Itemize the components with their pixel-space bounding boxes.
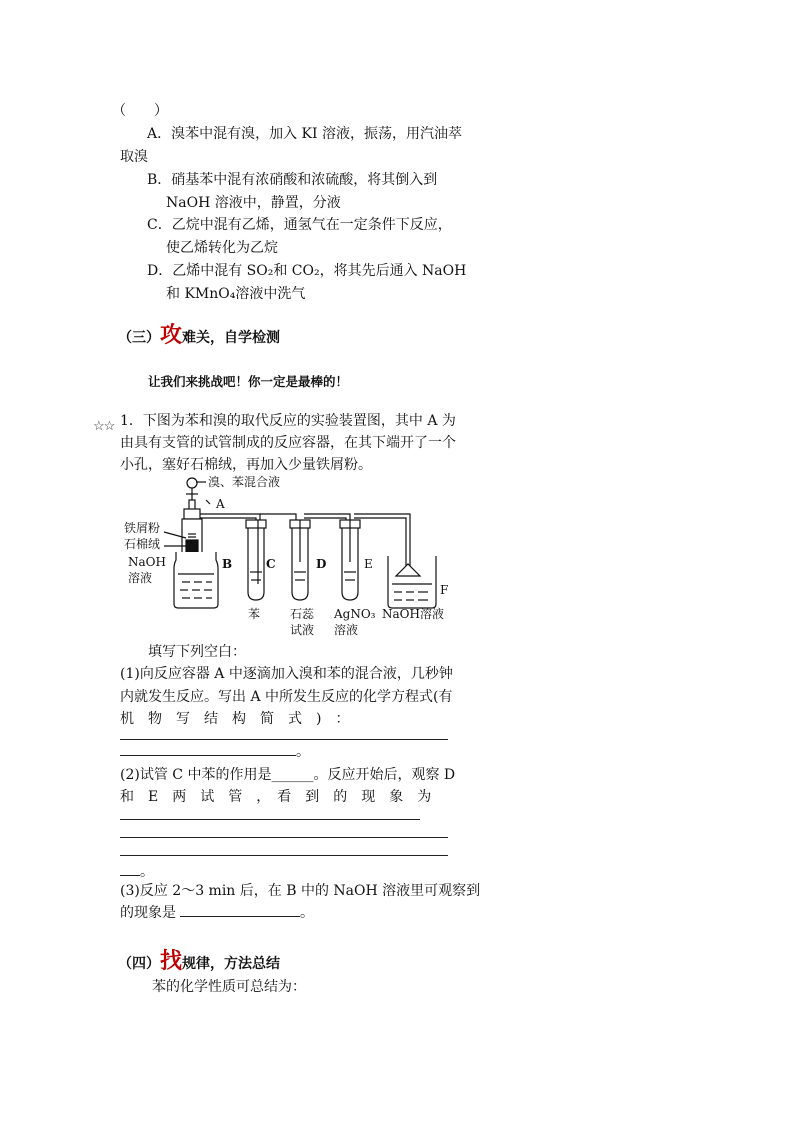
q2-answer-line-3[interactable] [120,855,448,856]
q3-line1: (3)反应 2～3 min 后，在 B 中的 NaOH 溶液里可观察到 [120,883,481,899]
label-litmus-1: 石蕊 [290,607,315,621]
section3-rest: 难关，自学检测 [182,330,281,346]
label-mix: 溴、苯混合液 [208,475,281,489]
section4-big-char: 找 [160,948,183,974]
problem1-line1: 1．下图为苯和溴的取代反应的实验装置图，其中 A 为 [120,413,456,429]
q3-end: 。 [300,905,314,921]
answer-paren: （ ） [112,103,168,119]
test-tube-D [290,520,310,600]
q2-answer-line-1[interactable] [120,819,420,820]
q3-line2-pre: 的现象是 [120,905,176,921]
problem1-line2: 由具有支管的试管制成的反应容器，在其下端开了一个 [120,435,456,451]
flask-B [174,552,218,608]
label-A: A [216,497,225,511]
label-litmus-2: 试液 [290,623,315,637]
test-tube-E [340,520,360,600]
option-a-line2: 取溴 [120,149,148,165]
q2-line2: 和 E 两 试 管 ， 看 到 的 现 象 为 [120,789,432,805]
q1-end: 。 [296,744,310,760]
label-C: C [266,557,276,571]
label-iron: 铁屑粉 [124,521,161,535]
dropping-funnel [186,478,198,510]
q1-line1: (1)向反应容器 A 中逐滴加入溴和苯的混合液，几秒钟 [120,666,453,682]
option-d-line1: D．乙烯中混有 SO₂和 CO₂，将其先后通入 NaOH [147,263,467,279]
section3-heading [118,318,280,349]
beaker-F [388,556,436,608]
option-b-line2: NaOH 溶液中，静置，分液 [166,195,341,211]
label-agno3-1: AgNO₃ [334,607,376,621]
label-naoh-solution: NaOH溶液 [382,607,444,621]
option-c-line2: 使乙烯转化为乙烷 [166,240,278,256]
q1-line2: 内就发生反应。写出 A 中所发生反应的化学方程式(有 [120,689,453,705]
label-benzene: 苯 [248,607,261,621]
q2-answer-line-2[interactable] [120,837,448,838]
label-E: E [364,557,373,571]
q1-answer-line-2[interactable] [120,755,296,756]
section3-big-char: 攻 [160,322,183,348]
test-tube-C [246,520,266,600]
section4-rest: 规律，方法总结 [182,956,281,972]
label-agno3-2: 溶液 [334,623,359,637]
section4-heading [118,944,280,975]
q2-answer-line-4[interactable] [120,875,140,876]
section4-summary: 苯的化学性质可总结为： [152,979,306,995]
label-B: B [222,557,233,571]
label-D: D [316,557,327,571]
label-naoh-1: NaOH [128,555,166,569]
label-F: F [440,583,449,597]
option-b-line1: B．硝基苯中混有浓硝酸和浓硫酸，将其倒入到 [147,172,438,188]
apparatus-figure [120,472,460,637]
q3-answer-line[interactable] [180,916,300,917]
section3-prefix: （三） [118,330,160,346]
option-a-line1: A．溴苯中混有溴，加入 KI 溶液，振荡，用汽油萃 [147,126,462,142]
q1-line3: 机 物 写 结 构 简 式 ) ： [120,711,350,727]
q2-line1: (2)试管 C 中苯的作用是______。反应开始后，观察 D [120,767,456,783]
difficulty-stars: ☆☆ [93,419,115,434]
label-naoh-2: 溶液 [128,571,153,585]
problem1-line3: 小孔，塞好石棉绒，再加入少量铁屑粉。 [120,457,372,473]
option-d-line2: 和 KMnO₄溶液中洗气 [166,286,306,302]
q1-answer-line-1[interactable] [120,739,448,740]
fill-title: 填写下列空白： [148,644,246,660]
section3-motto: 让我们来挑战吧！你一定是最棒的！ [148,374,349,389]
q2-end: 。 [140,864,154,880]
section4-prefix: （四） [118,956,160,972]
label-asbestos: 石棉绒 [124,537,161,551]
option-c-line1: C．乙烷中混有乙烯，通氢气在一定条件下反应， [147,217,452,233]
